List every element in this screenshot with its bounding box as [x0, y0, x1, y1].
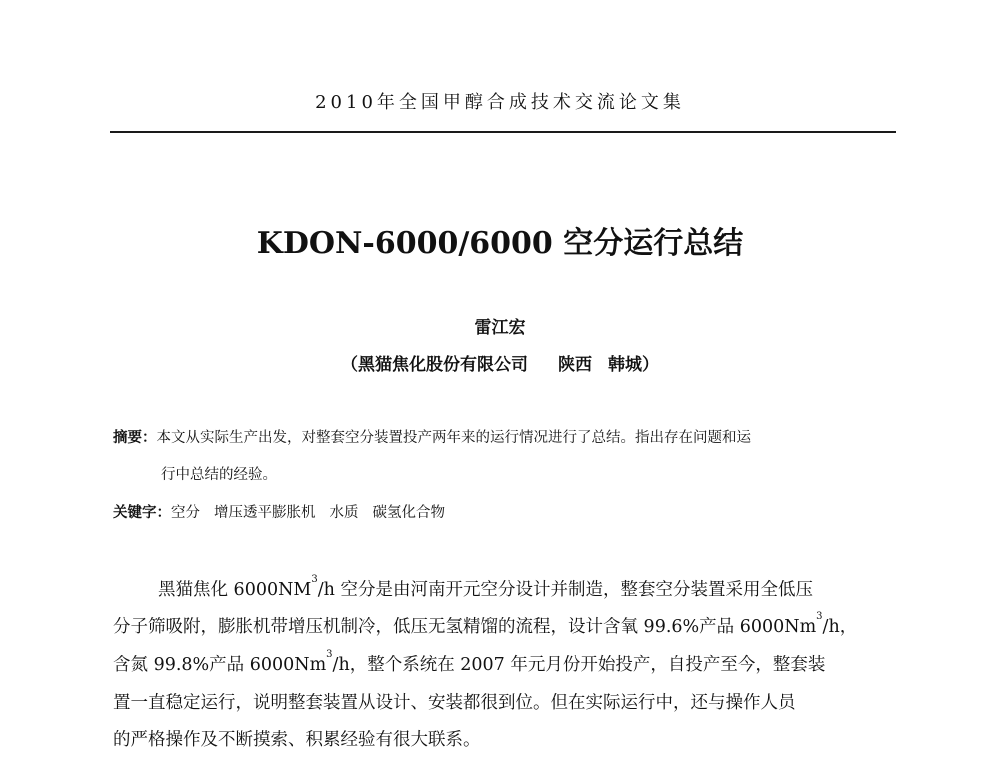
header-rule: [110, 131, 896, 133]
keyword-item: 碳氢化合物: [372, 505, 445, 521]
author-name: 雷江宏: [474, 318, 526, 338]
body-text: /h，: [822, 617, 858, 637]
paper-title: KDON-6000/6000 空分运行总结: [256, 226, 744, 261]
affiliation: [0, 350, 1000, 375]
body-line-3: [113, 651, 825, 676]
body-text: 分子筛吸附，膨胀机带增压机制冷，低压无氢精馏的流程，设计含氧 99.6%产品 6000Nm: [113, 617, 817, 637]
affiliation-city: 韩城: [608, 355, 642, 375]
affiliation-close-paren: ）: [642, 355, 659, 375]
body-text: 黑猫焦化 6000NM: [158, 580, 312, 600]
body-line-2: [113, 613, 857, 638]
affiliation-open-paren: （: [341, 355, 358, 375]
body-line-4: 置一直稳定运行，说明整套装置从设计、安装都很到位。但在实际运行中，还与操作人员: [113, 693, 796, 713]
abstract-text-1: 本文从实际生产出发，对整套空分装置投产两年来的运行情况进行了总结。指出存在问题和运: [156, 430, 751, 446]
superscript: 3: [326, 649, 333, 660]
keyword-item: 增压透平膨胀机: [214, 505, 316, 521]
running-header: 2010年全国甲醇合成技术交流论文集: [315, 92, 685, 113]
abstract-line-2: 行中总结的经验。: [161, 467, 277, 483]
superscript: 3: [311, 574, 318, 585]
body-line-1: [158, 576, 813, 601]
body-text: 含氮 99.8%产品 6000Nm: [113, 655, 327, 675]
affiliation-province: 陕西: [558, 355, 592, 375]
superscript: 3: [816, 611, 823, 622]
body-line-5: 的严格操作及不断摸索、积累经验有很大联系。: [113, 730, 481, 750]
body-text: /h，整个系统在 2007 年元月份开始投产，自投产至今，整套装: [332, 655, 826, 675]
keywords-label: 关键字：: [113, 504, 171, 521]
abstract-line-1: [113, 426, 751, 447]
affiliation-company: 黑猫焦化股份有限公司: [358, 355, 528, 375]
keyword-item: 空分: [171, 505, 200, 521]
keywords-line: [113, 501, 445, 522]
keyword-item: 水质: [329, 505, 359, 521]
abstract-label: 摘要：: [113, 429, 157, 446]
body-text: /h 空分是由河南开元空分设计并制造，整套空分装置采用全低压: [317, 580, 813, 600]
